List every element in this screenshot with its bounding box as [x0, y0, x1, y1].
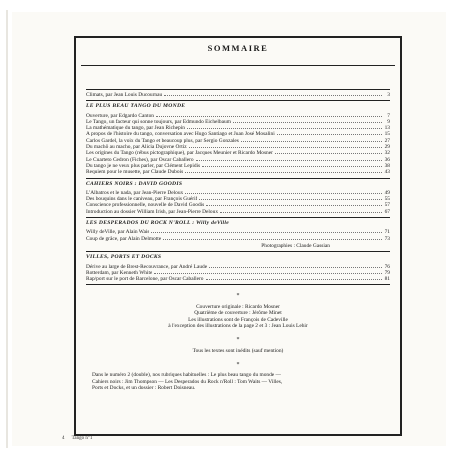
toc-entry-text: A propos de l'histoire du tango, conversation avec Hugo Santiago et Juan José Mosalini [86, 131, 275, 138]
toc-entry-text: Introduction au dossier William Irish, par Jean-Pierre Deloux [86, 208, 219, 215]
toc-leader [185, 193, 382, 194]
toc-entry-page: 32 [384, 150, 390, 157]
toc-entry-page: 13 [384, 125, 390, 132]
divider [86, 284, 390, 285]
divider [86, 100, 390, 101]
divider [86, 217, 390, 218]
toc-entry-page: 67 [384, 208, 390, 215]
note-line: Ports et Docks, et un dossier : Robert Doisneau. [92, 385, 196, 392]
rights-notice: Tous les textes sont inédits (sauf mention) [192, 347, 284, 354]
separator-star: * [236, 293, 240, 300]
toc-entry-page: 57 [384, 202, 390, 209]
toc-entry-text: Willy deVille, par Alain Wais [86, 229, 150, 236]
toc-leader [220, 212, 382, 213]
credit-line: Les illustrations sont de François de Cadeville [188, 316, 288, 323]
toc-leader [202, 166, 382, 167]
toc-entry-page: 29 [384, 144, 390, 151]
toc-entry-text: Conscience professionnelle, nouvelle de David Goodis [86, 202, 205, 209]
note-line: Cahiers noirs : Jim Thompson — Les Desperados du Rock n'Roll : Tom Waits — Villes, [92, 378, 283, 385]
toc-entry-text: Du tango je ne veux plus parler, par Clément Lepidis [86, 162, 201, 169]
section-title: LE PLUS BEAU TANGO DU MONDE [86, 103, 186, 110]
toc-leader [241, 141, 382, 142]
toc-leader [164, 95, 382, 96]
section-list [86, 113, 390, 176]
toc-entry-page: 15 [384, 131, 390, 138]
toc-leader [277, 134, 382, 135]
toc-entry-text: Carlos Gardel, la voix du Tango et beaucoup plus, par Sergio Gonzales [86, 137, 239, 144]
page-number: 4 [62, 436, 65, 441]
credit-line: Quatrième de couverture : Jérôme Minet [194, 310, 282, 317]
toc-leader [163, 239, 382, 240]
toc-entry [86, 209, 390, 215]
separator-star: * [236, 337, 240, 344]
toc-leader [154, 273, 382, 274]
section-list [86, 264, 390, 283]
toc-entry-page: 55 [384, 196, 390, 203]
toc-entry-page: 27 [384, 137, 390, 144]
document-page [12, 12, 446, 446]
toc-entry-text: Climats, par Jean Louis Ducournau [86, 92, 163, 98]
issue-label: Tango n°1 [71, 436, 93, 441]
toc-entry-page: 9 [387, 118, 390, 125]
toc-entry-page: 43 [384, 169, 390, 176]
page-folio [62, 436, 92, 441]
toc-entry-text: Requiem pour le musette, par Claude Dubois [86, 169, 184, 176]
toc-entry-page: 3 [387, 92, 390, 98]
toc-entry-page: 79 [384, 269, 390, 276]
page-edge-shadow [6, 10, 8, 448]
toc-entry [86, 276, 390, 282]
toc-entry-text: Des bouquins dans le caniveau, par François Guérif [86, 196, 198, 203]
toc-entry-text: Du machô au macho, par Alicia Dujovne Ortiz [86, 144, 187, 151]
toc-leader [209, 267, 382, 268]
toc-leader [156, 116, 382, 117]
toc-entry-text: Rotterdam, par Kenneth White [86, 269, 153, 276]
toc-entry-text: Les origines du Tango (rébus pictographique), par Jacques Meunier et Ricardo Mosner [86, 150, 273, 157]
toc-entry-page: 73 [384, 235, 390, 242]
toc-leader [196, 160, 382, 161]
toc-entry-page: 81 [384, 276, 390, 283]
divider [86, 178, 390, 179]
photo-credit: Photographies : Claude Gassian [261, 242, 330, 249]
toc-leader [187, 128, 382, 129]
section-list [86, 229, 390, 249]
toc-entry-text: Le Tango, un facteur qui sonne toujours, par Edmundo Eichelbaum [86, 118, 231, 125]
toc-entry [86, 169, 390, 175]
toc-entry-page: 76 [384, 263, 390, 270]
toc-entry-text: Coup de grâce, par Alain Delmotte [86, 235, 162, 242]
contents-frame [74, 36, 402, 436]
page-title: SOMMAIRE [207, 43, 269, 53]
toc-leader [151, 232, 382, 233]
note-line: Dans le numéro 2 (double), nos rubriques habituelles : Le plus beau tango du monde — [92, 372, 281, 379]
divider [86, 251, 390, 252]
toc-entry-text: L'Albatros et le nada, par Jean-Pierre Deloux [86, 189, 184, 196]
toc-leader [185, 172, 382, 173]
separator-star: * [236, 361, 240, 368]
toc-entry [86, 236, 390, 242]
credit-line: à l'exception des illustrations de la page 2 et 3 : Jean Louis Lehir [168, 322, 308, 329]
title-rule [81, 65, 395, 66]
toc-leader [199, 199, 382, 200]
section-title: VILLES, PORTS ET DOCKS [86, 254, 162, 261]
credit-line: Couverture originale : Ricardo Mosner [196, 303, 280, 310]
credits-block [86, 304, 390, 330]
divider [86, 89, 390, 90]
toc-entry-page: 71 [384, 229, 390, 236]
next-issue-note [86, 372, 390, 391]
toc-entry-text: Rap/port sur le port de Barcelone, par Oscar Caballero [86, 276, 204, 283]
toc-leader [275, 153, 382, 154]
toc-entry-page: 7 [387, 112, 390, 119]
toc-entry-text: Ouverture, par Edgardo Canton [86, 112, 154, 119]
toc-entry-text: Le Cuarteto Cedron (Fiches), par Oscar Caballero [86, 156, 194, 163]
toc-leader [206, 205, 382, 206]
toc-entry-page: 49 [384, 189, 390, 196]
toc-leader [206, 279, 382, 280]
toc-entry-page: 38 [384, 162, 390, 169]
toc-entry-text: La mathématique du tango, par Jean Richepin [86, 125, 185, 132]
section-title: CAHIERS NOIRS : DAVID GOODIS [86, 180, 183, 187]
toc-entry-text: Dérive au large de Brest-Recouvrance, par André Laude [86, 263, 208, 270]
section-list [86, 190, 390, 215]
toc-entry-page: 36 [384, 156, 390, 163]
section-title: LES DESPERADOS DU ROCK N'ROLL : Willy deVille [86, 220, 230, 227]
toc-entry [86, 92, 390, 98]
contents-body [86, 87, 390, 391]
toc-leader [233, 122, 382, 123]
toc-leader [189, 147, 382, 148]
